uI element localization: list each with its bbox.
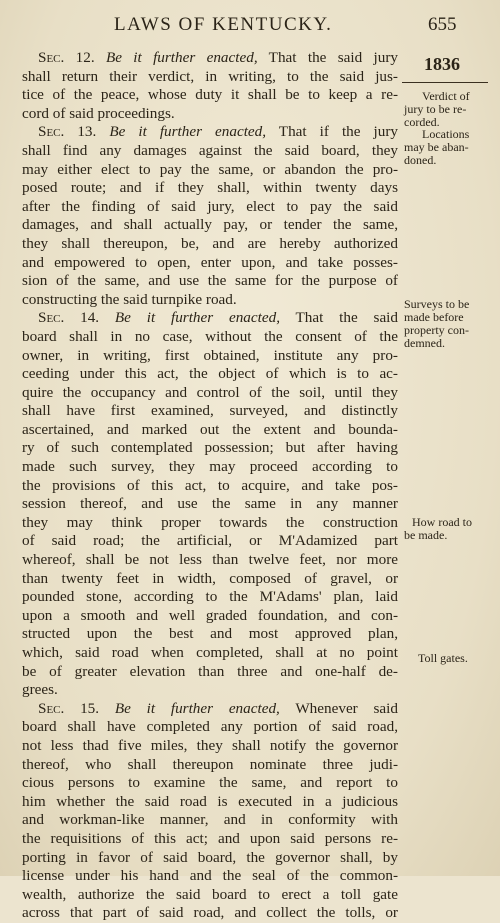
marginal-line: demned. [404,336,445,350]
text-line [22,309,398,328]
text-line [22,811,398,830]
text-line [22,347,398,366]
text-run: constructing the said turnpike road. [22,290,237,308]
enacting-clause: Be it further enacted, [109,123,267,141]
marginal-line: doned. [404,153,437,167]
text-line [22,793,398,812]
text-run: after the finding of said jury, elect to pay the said [22,197,398,215]
text-line [22,365,398,384]
text-line [22,570,398,589]
text-line [22,737,398,756]
marginal-line: Toll gates. [418,651,468,665]
text-line [22,161,398,180]
marginal-note-surveys [404,298,469,350]
marginal-note-road [404,516,472,542]
running-title: LAWS OF KENTUCKY. [114,14,333,35]
text-line [22,254,398,273]
text-run: grees. [22,681,58,699]
text-line [22,607,398,626]
text-run: shall find any damages against the said board, they [22,141,398,159]
text-run: and empowered to open, enter upon, and take posses- [22,253,398,271]
enacting-clause: Be it further enacted, [114,699,280,717]
marginal-note-locations [404,128,469,167]
text-line [22,830,398,849]
year-label: 1836 [424,54,460,74]
text-run: quire the occupancy and control of the soil, until they [22,383,398,401]
text-run: thereof, who shall thereupon nominate three judi- [22,755,398,773]
text-line [22,439,398,458]
text-line [22,49,398,68]
text-run: owner, in writing, first obtained, institute any pro- [22,346,398,364]
text-line [22,402,398,421]
text-line [22,849,398,868]
marginal-line: corded. [404,115,440,129]
text-run: upon a smooth and well graded foundation, and con- [22,606,398,624]
text-line [22,588,398,607]
text-line [22,328,398,347]
text-run: they shall thereupon, be, and are hereby authorized [22,234,398,252]
text-line [22,551,398,570]
text-run: shall return their verdict, in writing, to the said jus- [22,67,398,85]
text-run: porting in favor of said board, the governor shall, by [22,848,398,866]
text-line [22,123,398,142]
text-run: the provisions of this act, to acquire, and take pos- [22,476,398,494]
text-run: not less thad five miles, they shall notify the governor [22,736,398,754]
marginal-line: made before [404,310,464,324]
text-run: shall have first examined, surveyed, and distinctly [22,402,398,420]
text-run: session thereof, and use the same in any manner [22,495,398,513]
marginal-line: Locations [422,127,470,141]
text-run: sion of the same, and use the same for the purpose of [22,272,398,290]
text-run: of said road; the artificial, or M'Adamized part [22,532,398,550]
text-line [22,105,398,124]
marginal-line: jury to be re- [404,102,467,116]
text-line [22,179,398,198]
text-run: board shall have completed any portion of said road, [22,718,398,736]
text-line [22,774,398,793]
text-run: wealth, authorize the said board to erect a toll gate [22,885,398,903]
section-label: Sec. 13. [38,123,110,141]
marginal-note-verdict [404,90,470,129]
text-line [22,756,398,775]
text-line [22,272,398,291]
text-line [22,886,398,905]
text-run: ascertained, and marked out the extent and bounda- [22,420,398,438]
text-line [22,216,398,235]
text-run: tice of the peace, whose duty it shall be to keep a re- [22,86,398,104]
text-run: license under his hand and the seal of the common- [22,867,398,885]
text-run: they may think proper towards the construction [22,513,398,531]
text-run: That if the jury [266,123,398,141]
text-line [22,700,398,719]
text-run: Whenever said [279,699,398,717]
text-run: cious persons to examine the same, and report to [22,774,398,792]
text-line [22,421,398,440]
text-line [22,235,398,254]
text-run: board shall in no case, without the consent of the [22,327,398,345]
text-run: pounded stone, according to the M'Adams' plan, laid [22,588,398,606]
text-run: cord of said proceedings. [22,104,175,122]
text-line [22,291,398,310]
text-run: ceeding under this act, the object of which is to ac- [22,365,398,383]
text-run: made such survey, they may proceed according to [22,458,398,476]
text-run: the requisitions of this act; and upon said persons re- [22,829,398,847]
text-line [22,458,398,477]
enacting-clause: Be it further enacted, [105,49,258,66]
text-run: which, said road when completed, shall at no point [22,644,398,661]
enacting-clause: Be it further enacted, [114,309,280,327]
text-run: damages, and shall actually pay, or tender the same, [22,216,398,234]
text-run: be of greater elevation than three and one-half de- [22,662,398,680]
text-line [22,477,398,496]
marginal-line: How road to [412,515,472,529]
section-label: Sec. 14. [38,309,115,327]
text-line [22,68,398,87]
marginal-line: property con- [404,323,469,337]
marginal-line: Surveys to be [404,297,470,311]
statute-text [22,49,398,923]
text-line [22,681,398,700]
text-line [22,904,398,923]
text-run: That the said [280,309,398,327]
text-run: than twenty feet in width, composed of gravel, or [22,569,398,587]
text-line [22,625,398,644]
text-line [22,514,398,533]
text-run: posed route; and if they shall, within twenty days [22,179,398,197]
text-line [22,644,398,663]
section-label: Sec. 12. [38,49,106,66]
text-line [22,142,398,161]
text-run: structed upon the best and most approved plan, [22,625,398,643]
text-run: him whether the said road is executed in a judicious [22,792,398,810]
text-line [22,867,398,886]
section-label: Sec. 15. [38,699,115,717]
text-line [22,532,398,551]
text-run: whereof, shall be not less than twelve feet, nor more [22,551,398,569]
year-rule [402,82,488,83]
text-line [22,86,398,105]
text-run: ry of such contemplated possession; but after having [22,439,398,457]
text-line [22,384,398,403]
text-run: may either elect to pay the same, or abandon the pro- [22,160,398,178]
page-header [0,14,500,38]
page-number: 655 [428,14,457,35]
marginal-line: be made. [404,528,448,542]
text-run: That the said jury [257,49,398,66]
marginal-line: may be aban- [404,140,469,154]
text-line [22,198,398,217]
text-run: and workman-like manner, and in conformity with [22,811,398,829]
text-line [22,718,398,737]
text-line [22,663,398,682]
text-line [22,495,398,514]
marginal-line: Verdict of [422,89,470,103]
marginal-note-tollgates [404,652,468,665]
text-run: across that part of said road, and collect the tolls, or [22,904,398,922]
